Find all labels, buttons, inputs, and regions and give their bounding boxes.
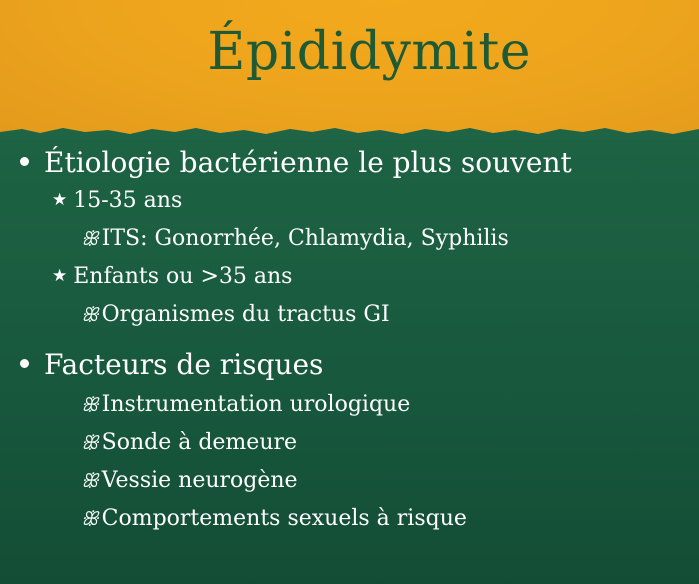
bullet-level3 (81, 302, 390, 327)
bullet-dot-icon (20, 359, 29, 368)
detail-text: Vessie neurogène (101, 468, 298, 493)
slide-title: Épididymite (207, 22, 531, 82)
section-heading: Facteurs de risques (44, 348, 324, 381)
detail-text: Instrumentation urologique (101, 392, 411, 417)
bullet-level2 (52, 264, 292, 289)
subitem-label: 15-35 ans (73, 188, 183, 213)
bullet-level1 (20, 146, 572, 179)
star-bullet-icon: ★ (52, 266, 68, 286)
bullet-level2 (52, 188, 182, 213)
bullet-level3 (81, 468, 298, 493)
bullet-level3 (81, 430, 297, 455)
curl-bullet-icon: ꕥ (81, 228, 99, 250)
rough-edge-decoration (0, 120, 699, 140)
detail-text: Organismes du tractus GI (101, 302, 390, 327)
bullet-level3 (81, 506, 467, 531)
subitem-label: Enfants ou >35 ans (73, 264, 293, 289)
bullet-level3 (81, 392, 410, 417)
curl-bullet-icon: ꕥ (81, 304, 99, 326)
bullet-dot-icon (20, 157, 29, 166)
star-bullet-icon: ★ (52, 190, 68, 210)
bullet-level3 (81, 226, 509, 251)
curl-bullet-icon: ꕥ (81, 432, 99, 454)
curl-bullet-icon: ꕥ (81, 394, 99, 416)
bullet-level1 (20, 348, 323, 381)
detail-text: Sonde à demeure (101, 430, 298, 455)
detail-text: Comportements sexuels à risque (101, 506, 467, 531)
detail-text: ITS: Gonorrhée, Chlamydia, Syphilis (101, 226, 509, 251)
curl-bullet-icon: ꕥ (81, 508, 99, 530)
curl-bullet-icon: ꕥ (81, 470, 99, 492)
section-heading: Étiologie bactérienne le plus souvent (44, 146, 572, 179)
